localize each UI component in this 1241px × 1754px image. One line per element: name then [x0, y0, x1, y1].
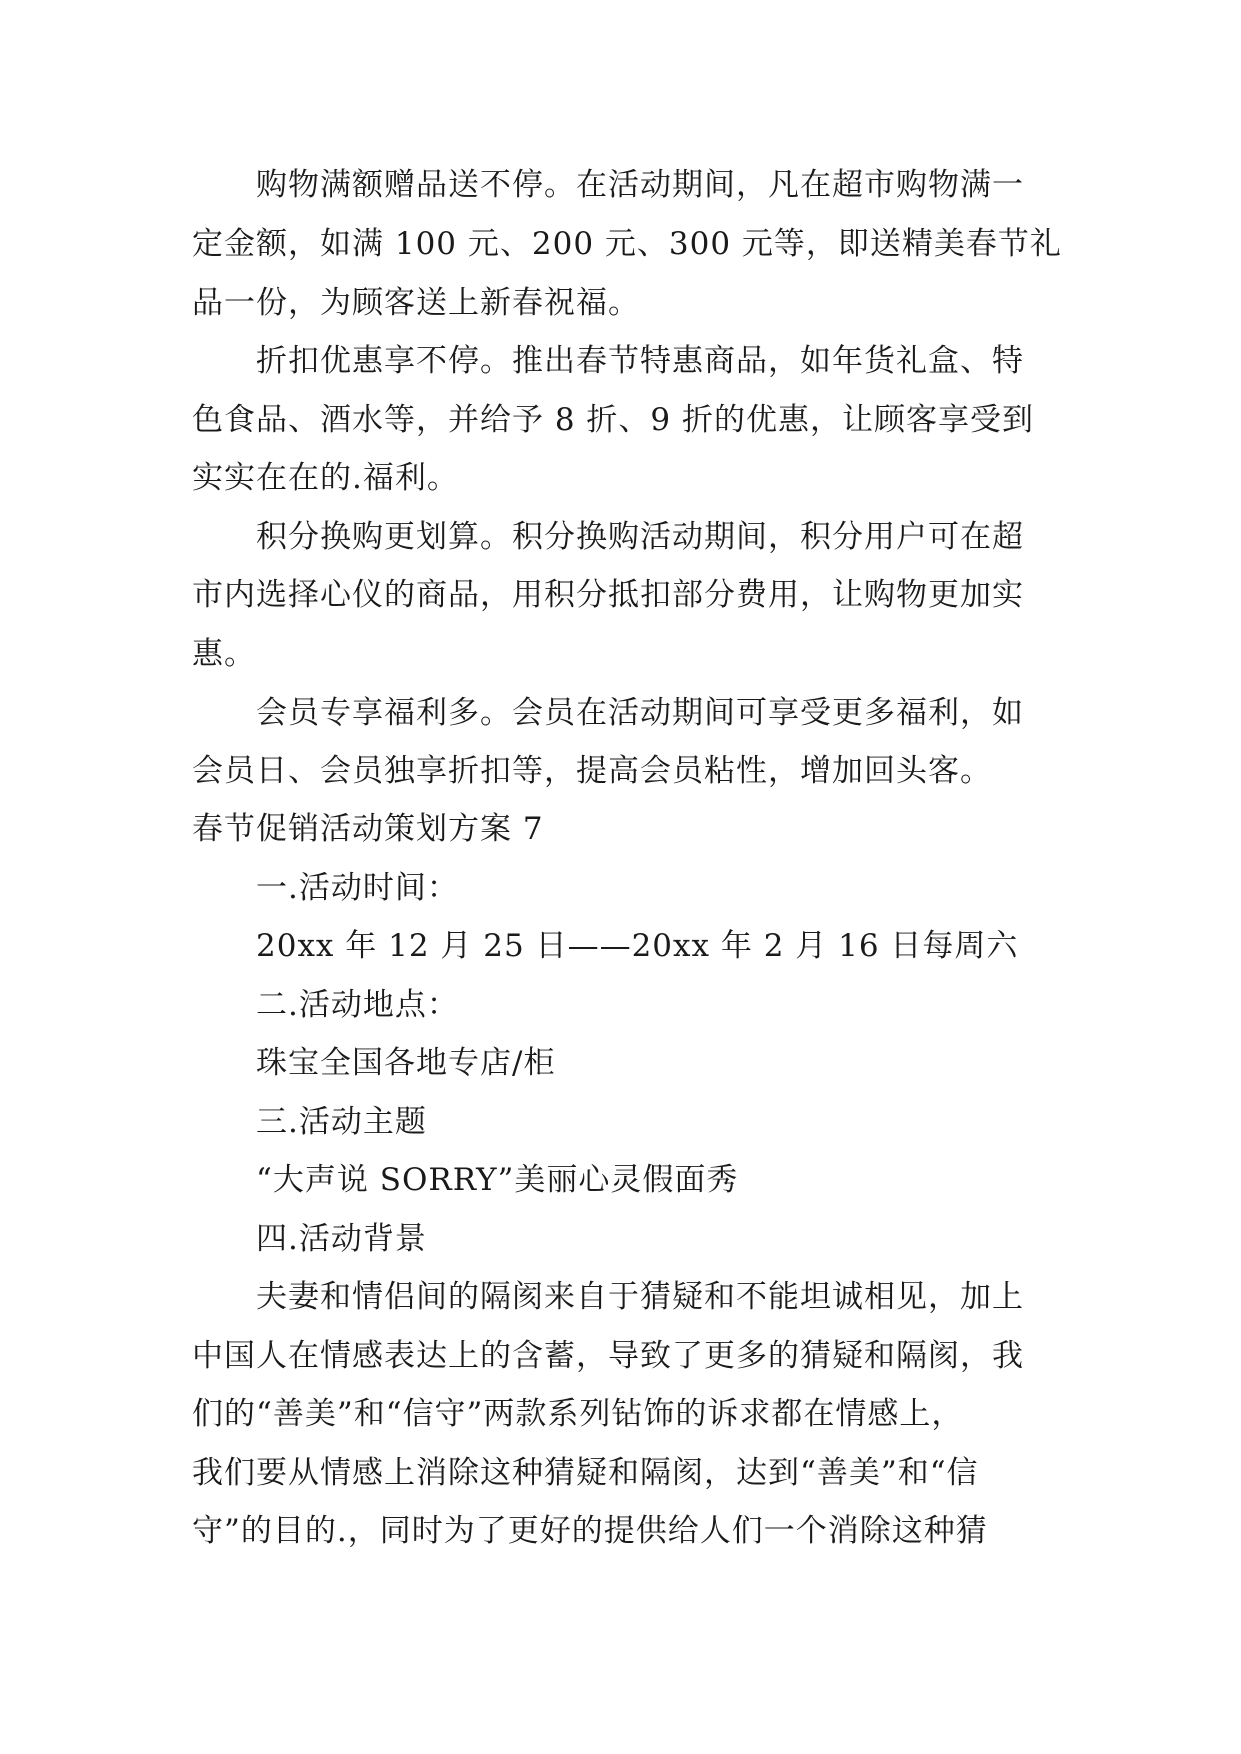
paragraph-4-line-2: 会员日、会员独享折扣等，提高会员粘性，增加回头客。 — [192, 753, 992, 789]
section-heading: 春节促销活动策划方案 7 — [192, 811, 544, 847]
heading-activity-theme: 三.活动主题 — [256, 1104, 427, 1140]
paragraph-1-line-3: 品一份，为顾客送上新春祝福。 — [192, 285, 640, 321]
background-line-1: 夫妻和情侣间的隔阂来自于猜疑和不能坦诚相见，加上 — [256, 1279, 1024, 1315]
background-line-3: 们的“善美”和“信守”两款系列钻饰的诉求都在情感上， — [192, 1396, 964, 1432]
paragraph-3-line-2: 市内选择心仪的商品，用积分抵扣部分费用，让购物更加实 — [192, 577, 1024, 613]
background-line-2: 中国人在情感表达上的含蓄，导致了更多的猜疑和隔阂，我 — [192, 1338, 1024, 1374]
paragraph-2-line-2: 色食品、酒水等，并给予 8 折、9 折的优惠，让顾客享受到 — [192, 402, 1035, 438]
activity-theme-value: “大声说 SORRY”美丽心灵假面秀 — [256, 1162, 739, 1198]
paragraph-3-line-3: 惠。 — [192, 636, 256, 672]
heading-activity-location: 二.活动地点： — [256, 987, 459, 1023]
activity-time-value: 20xx 年 12 月 25 日——20xx 年 2 月 16 日每周六 — [256, 928, 1019, 964]
activity-location-value: 珠宝全国各地专店/柜 — [256, 1045, 556, 1081]
paragraph-2-line-3: 实实在在的.福利。 — [192, 460, 459, 496]
paragraph-4-line-1: 会员专享福利多。会员在活动期间可享受更多福利，如 — [256, 695, 1024, 731]
paragraph-1-line-2: 定金额，如满 100 元、200 元、300 元等，即送精美春节礼 — [192, 226, 1062, 262]
heading-activity-time: 一.活动时间： — [256, 870, 459, 906]
background-line-5: 守”的目的.，同时为了更好的提供给人们一个消除这种猜 — [192, 1513, 988, 1549]
heading-activity-background: 四.活动背景 — [256, 1221, 427, 1257]
paragraph-1-line-1: 购物满额赠品送不停。在活动期间，凡在超市购物满一 — [256, 167, 1024, 203]
background-line-4: 我们要从情感上消除这种猜疑和隔阂，达到“善美”和“信 — [192, 1455, 979, 1491]
paragraph-2-line-1: 折扣优惠享不停。推出春节特惠商品，如年货礼盒、特 — [256, 343, 1024, 379]
paragraph-3-line-1: 积分换购更划算。积分换购活动期间，积分用户可在超 — [256, 519, 1024, 555]
